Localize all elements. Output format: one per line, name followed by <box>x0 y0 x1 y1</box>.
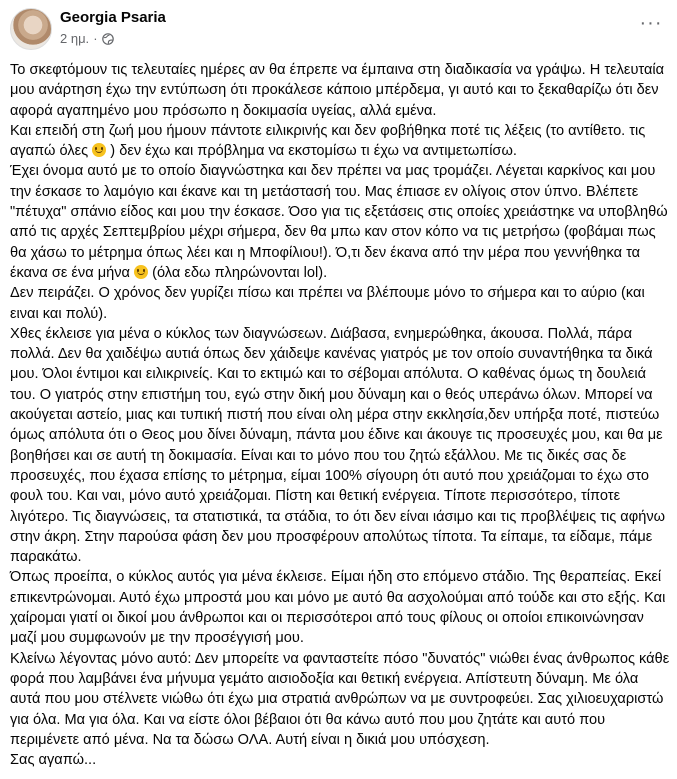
paragraph-4: Δεν πειράζει. Ο χρόνος δεν γυρίζει πίσω και πρέπει να βλέπουμε μόνο το σήμερα και το αύριο (και ειναι και πολύ). <box>10 285 645 322</box>
author-name[interactable]: Georgia Psaria <box>60 9 166 26</box>
post-time[interactable]: 2 ημ. <box>60 31 90 46</box>
paragraph-3-text-b: (όλα εδω πληρώνονται lol). <box>152 264 328 281</box>
paragraph-1: Το σκεφτόμουν τις τελευταίες ημέρες αν θα έπρεπε να έμπαινα στη διαδικασία να γράψω. Η τελευταία μου ανάρτηση έχω την εντύπωση ότι προκάλεσε κάποιο μπέρδεμα, γι αυτό και το ξεκαθαρίζω ότι δεν αφορά αγαπημένο μου πρόσωπο η δοκιμασία υγείας, αλλά εμένα. <box>10 62 665 119</box>
paragraph-3-text-a: Έχει όνομα αυτό με το οποίο διαγνώστηκα και δεν πρέπει να μας τρομάζει. Λέγεται καρκίνος και μου την έσκασε το λαμόγιο και έκανε και τη μετάστασή του. Μας έπιασε εν ολίγοις στον ύπνο. Βλέπετε "πέτυχα" σπάνιο είδος και μου την έσκασε. Όσο για τις εξετάσεις στις οποίες χρειάστηκε να υποβληθώ από τις αρχές Σεπτεμβρίου μέχρι σήμερα, δεν θα μπω καν στον κόπο να τις μετρήσω (φοβάμαι πως θα χάσω το μέτρημα όπως λέει και η Μποφίλιου!). Ό,τι δεν έκανα από την μέρα που γεννήθηκα τα έκανα σε ένα μήνα <box>10 163 668 281</box>
smile-emoji-icon <box>92 143 106 157</box>
globe-icon[interactable] <box>102 33 114 45</box>
smile-emoji-icon <box>134 265 148 279</box>
post-meta <box>60 31 114 46</box>
profile-avatar[interactable] <box>10 8 52 50</box>
paragraph-2-text-a: Και επειδή στη ζωή μου ήμουν πάντοτε ειλικρινής και δεν φοβήθηκα ποτέ τις λέξεις (το αντίθετο. τις αγαπώ όλες <box>10 122 646 160</box>
more-options-icon[interactable]: ··· <box>639 11 663 34</box>
paragraph-2 <box>10 121 670 162</box>
paragraph-7: Κλείνω λέγοντας μόνο αυτό: Δεν μπορείτε να φανταστείτε πόσο "δυνατός" νιώθει ένας άνθρωπος κάθε φορά που λαμβάνει ένα μήνυμα γεμάτο αισιοδοξία και θετική ενέργεια. Απίστευτη δύναμη. Με όλα αυτά που μου στέλνετε νιώθω ότι έχω μια στρατιά ανθρώπων να με συντροφεύει. Σας χιλιοευχαριστώ για όλα. Μα για όλα. Και να είστε όλοι βέβαιοι ότι θα κάνω αυτό που μου ζητάτε και αυτό που περιμένετε από μένα. Να τα δώσω ΟΛΑ. Αυτή είναι η δικιά μου υπόσχεση. <box>10 650 670 748</box>
paragraph-8: Σας αγαπώ... <box>10 752 97 769</box>
paragraph-3 <box>10 161 670 283</box>
meta-separator: · <box>93 31 98 46</box>
paragraph-5: Χθες έκλεισε για μένα ο κύκλος των διαγνώσεων. Διάβασα, ενημερώθηκα, άκουσα. Πολλά, πάρα πολλά. Δεν θα χαιδέψω αυτιά όπως δεν χάιδεψε κανένας γιατρός με τον οποίο συναντήθηκα τα δικά μου. Όλοι έντιμοι και ειλικρινείς. Και το εκτιμώ και το σέβομαι απόλυτα. Ο καθένας όμως τη δουλειά του. Ο γιατρός στην επιστήμη του, εγώ στην δική μου δύναμη και ο θεός υπεράνω όλων. Μπορεί να ακούγεται αστείο, μιας και τυπική πιστή που είναι ολη μέρα στην εκκλησία,δεν υπήρξα ποτέ, πιστεύω όμως απόλυτα ότι ο Θεος μου δίνει δύναμη, πάντα μου έδινε και άκουγε τις προσευχές μου, και θα με βοηθήσει και σε αυτή τη δοκιμασία. Είναι και το μόνο που του ζητώ εξάλλου. Με τις δικές σας δε προσευχές, που έχασα επίσης το μέτρημα, είμαι 100% σίγουρη ότι αυτό που χρειάζομαι το έχω στο φουλ του. Και ναι, μόνο αυτό χρειάζομαι. Πίστη και θετική ενέργεια. Τίποτε περισσότερο, τίποτε λιγότερο. Τις διαγνώσεις, τα στατιστικά, τα στάδια, το ότι δεν είναι ιάσιμο και τις προβλέψεις τις αφήνω στην άκρη. Στην παρούσα φάση δεν μου προσφέρουν απολύτως τίποτα. Τα είπαμε, τα είδαμε, πάμε παρακάτω. <box>10 325 666 566</box>
paragraph-6: Όπως προείπα, ο κύκλος αυτός για μένα έκλεισε. Είμαι ήδη στο επόμενο στάδιο. Της θεραπείας. Εκεί επικεντρώνομαι. Αυτό έχω μπροστά μου και μόνο με αυτό θα ασχολούμαι από τούδε και στο εξής. Και χαίρομαι γιατί οι δικοί μου άνθρωποι και οι περισσότεροι από τους φίλους οι οποίοι επικοινώνησαν μαζί μου συμφωνούν με την προσέγγισή μου. <box>10 569 666 647</box>
post-header <box>0 0 677 56</box>
post-body <box>10 60 670 770</box>
paragraph-2-text-b: ) δεν έχω και πρόβλημα να εκστομίσω τι έχω να αντιμετωπίσω. <box>110 143 517 160</box>
